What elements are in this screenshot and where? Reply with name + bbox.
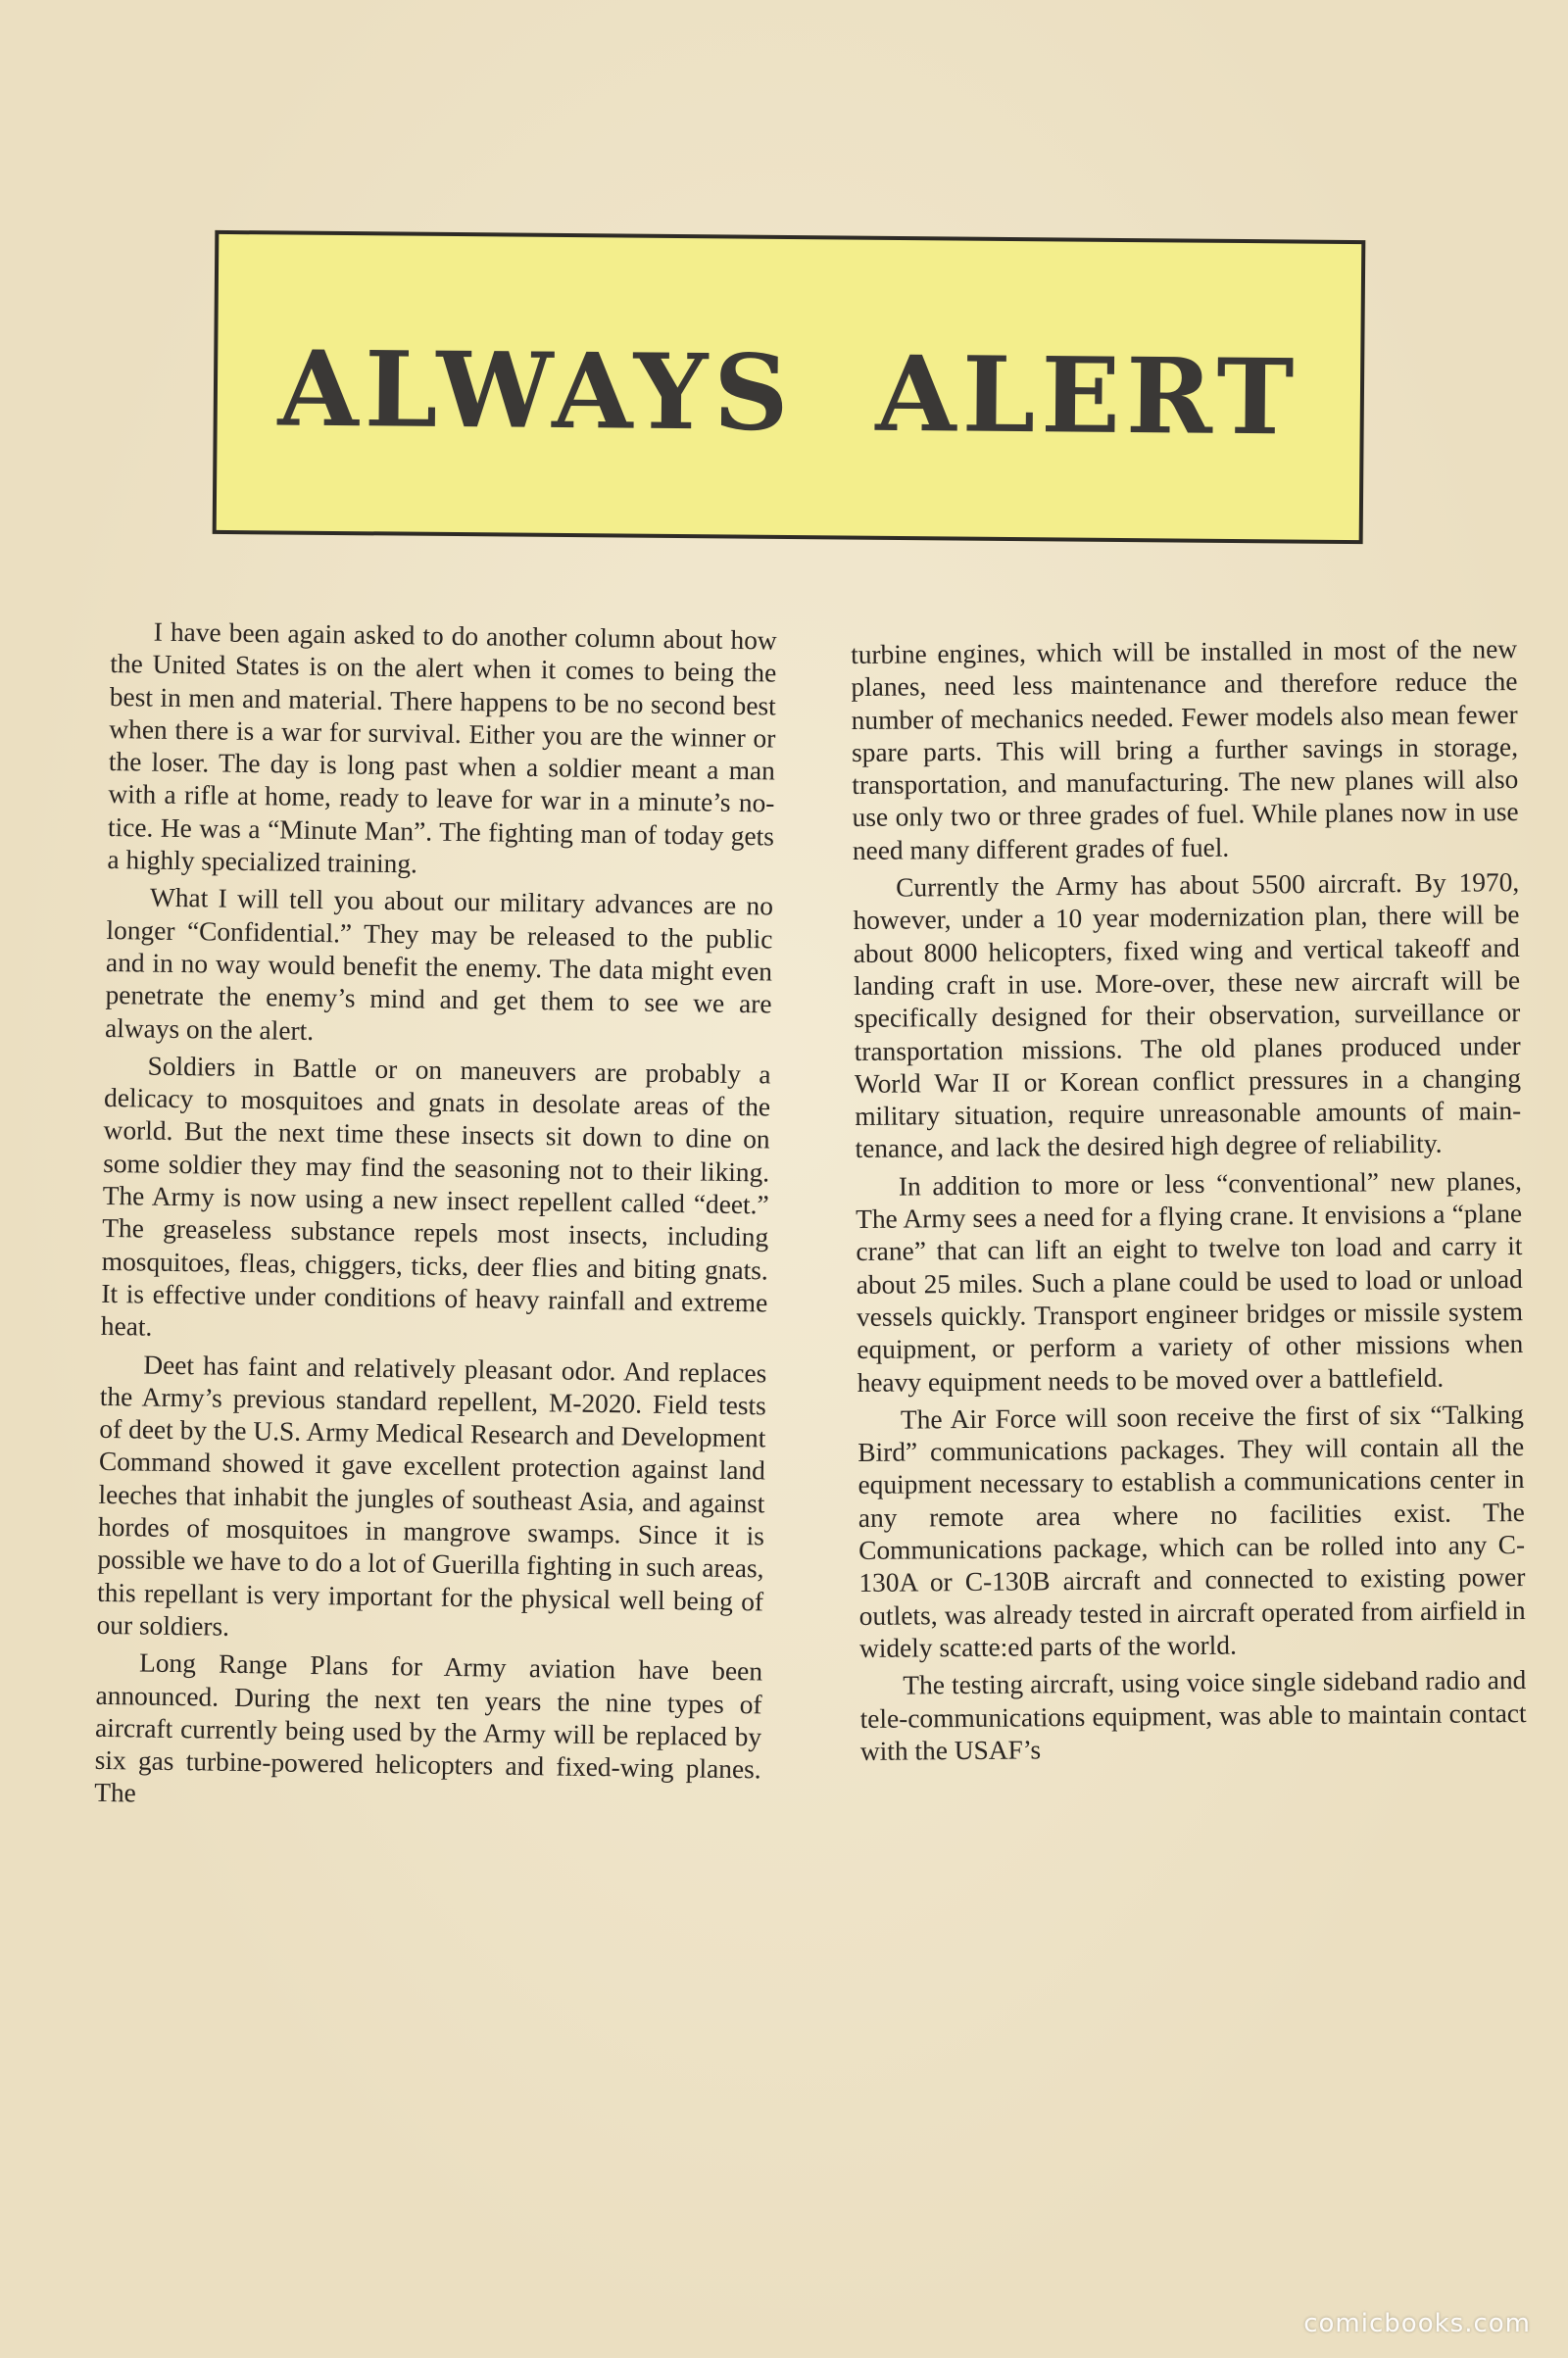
paragraph: Currently the Army has about 5500 aircraft. By 1970, however, under a 10 year modernization plan, there will be about 8000 helicopters, fixed wing and vertical takeoff and landing craft in use. More-over, these new aircraft will be specifically designed for their observation, surveillance or transportation missions. The old planes produced under World War II or Korean conflict pressures in a changing military situation, require unreasonable amounts of maintenance, and lack the desired high degree of reliability. [853,867,1522,1164]
title-banner [213,230,1366,544]
watermark-text: comicbooks.com [1303,2309,1531,2338]
right-text-column [851,633,1527,1773]
left-text-column [94,615,777,1824]
paragraph: What I will tell you about our military advances are no longer “Confidential.” They may be released to the public and in no way would benefit the enemy. The data might even penetrate the enemy’s mind and get them to see we are always on the alert. [104,882,774,1046]
paragraph: Long Range Plans for Army aviation have been announced. During the next ten years the nine types of aircraft currently being used by the Army will be replaced by six gas turbine-powered helicopters and fixed-wing planes. The [94,1647,763,1808]
paragraph: In addition to more or less “conventional” new planes, The Army sees a need for a flying crane. It envisions a “plane crane” that can lift an eight to twelve ton load and carry it about 25 miles. Such a plane could be used to load or unload vessels quickly. Transport engineer bridges or missile system equipment, or perform a variety of other missions when heavy equipment needs to be moved over a battlefield. [856,1165,1524,1398]
paragraph: Soldiers in Battle or on maneuvers are probably a delicacy to mosquitoes and gnats in desolate areas of the world. But the next time these insects sit down to dine on some soldier they may find the seasoning not to their liking. The Army is now using a new insect repellent called “deet.” The greaseless substance repels most insects, including mosquitoes, fleas, chiggers, ticks, deer flies and biting gnats. It is effective under conditions of heavy rainfall and extreme heat. [100,1051,771,1342]
paragraph: The testing aircraft, using voice single sideband radio and tele-communications equipment, was able to maintain contact with the USAF’s [859,1665,1527,1766]
paragraph: The Air Force will soon receive the first of six “Talking Bird” communications packages. They will contain all the equipment necessary to establish a communications center in any remote area where no facilities exist. The Communications package, which can be rolled into any C-130A or C-130B aircraft and connected to existing power outlets, was already tested in aircraft operated from airfield in widely scatte:ed parts of the world. [858,1399,1526,1663]
paragraph: I have been again asked to do another column about how the United States is on the alert when it comes to being the best in men and material. There happens to be no second best when there is a war for survival. Either you are the winner or the loser. The day is long past when a soldier meant a man with a rifle at home, ready to leave for war in a minute’s notice. He was a “Minute Man”. The fighting man of today gets a highly specialized training. [107,616,777,879]
paragraph-continued: turbine engines, which will be installed in most of the new planes, need less maintenance and therefore reduce the number of mechanics needed. Fewer models also mean fewer spare parts. This will bring a further savings in storage, transportation, and manufacturing. The new planes will also use only two or three grades of fuel. While planes now in use need many different grades of fuel. [851,634,1519,865]
paragraph: Deet has faint and relatively pleasant odor. And replaces the Army’s previous standard repellent, M-2020. Field tests of deet by the U.S. Army Medical Research and Development Command showed it gave excellent protection against land leeches that inhabit the jungles of southeast Asia, and against hordes of mosquitoes in mangrove swamps. Since it is possible we have to do a lot of Guerilla fighting in such areas, this repellant is very important for the physical well being of our soldiers. [96,1350,767,1642]
article-title: ALWAYS ALERT [277,325,1300,459]
